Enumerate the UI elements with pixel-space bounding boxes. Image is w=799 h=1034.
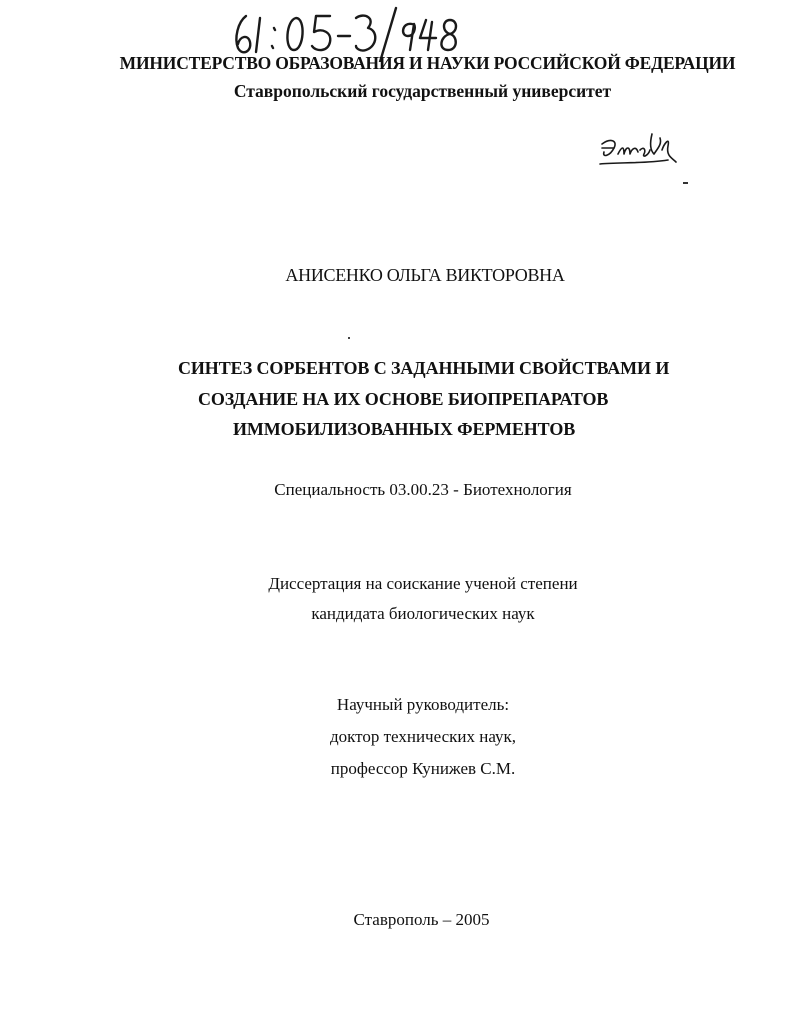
advisor-degree: доктор технических наук,	[329, 727, 517, 746]
university-name: Ставропольский государственный университет	[233, 81, 612, 101]
degree-line-2: кандидата биологических наук	[311, 604, 535, 623]
dissertation-title-line-3: ИММОБИЛИЗОВАННЫХ ФЕРМЕНТОВ	[233, 419, 576, 439]
degree-line-1: Диссертация на соискание ученой степени	[268, 574, 578, 593]
stray-mark	[683, 182, 688, 184]
city-year: Ставрополь – 2005	[353, 910, 490, 929]
dissertation-title-line-2: СОЗДАНИЕ НА ИХ ОСНОВЕ БИОПРЕПАРАТОВ	[198, 389, 609, 409]
ministry-heading: МИНИСТЕРСТВО ОБРАЗОВАНИЯ И НАУКИ РОССИЙСКОЙ ФЕДЕРАЦИИ	[119, 53, 736, 73]
stray-dot	[348, 337, 350, 339]
advisor-role: Научный руководитель:	[336, 695, 510, 714]
dissertation-title-line-1: СИНТЕЗ СОРБЕНТОВ С ЗАДАННЫМИ СВОЙСТВАМИ И	[178, 358, 670, 378]
author-name: АНИСЕНКО ОЛЬГА ВИКТОРОВНА	[285, 265, 565, 285]
handwritten-signature	[598, 128, 680, 170]
specialty-line: Специальность 03.00.23 - Биотехнология	[274, 480, 572, 499]
advisor-name: профессор Кунижев С.М.	[330, 759, 516, 778]
